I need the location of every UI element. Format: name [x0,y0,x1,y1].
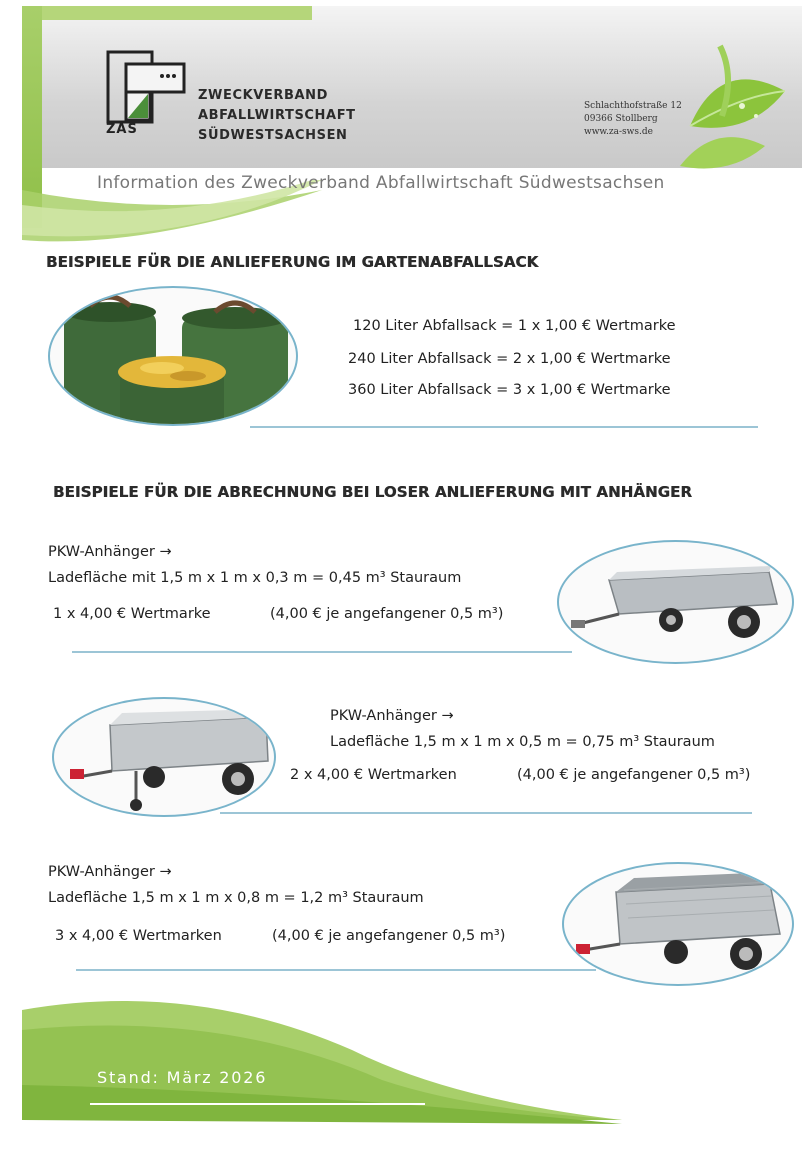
divider-trailer-1 [72,651,572,653]
trailer-1-price: 1 x 4,00 € Wertmarke [53,606,211,622]
address-street: Schlachthofstraße 12 [584,101,682,111]
leaf-decoration-icon [660,36,800,176]
trailer-2-heading: PKW-Anhänger → [330,708,454,724]
trailer-2-note: (4,00 € je angefangener 0,5 m³) [517,767,751,783]
organization-name [198,86,356,146]
trailer-2-image [52,697,276,817]
garden-bags-illustration [50,288,296,424]
trailer-1-illustration [559,542,792,662]
divider-trailer-2 [220,812,752,814]
trailer-3-note: (4,00 € je angefangener 0,5 m³) [272,928,506,944]
trailer-2-illustration [54,699,274,815]
bag-line-240: 240 Liter Abfallsack = 2 x 1,00 € Wertmarke [348,351,671,367]
divider-trailer-3 [76,969,596,971]
bag-line-120: 120 Liter Abfallsack = 1 x 1,00 € Wertmarke [353,318,676,334]
footer-green-wave [22,990,807,1130]
bag-line-360: 360 Liter Abfallsack = 3 x 1,00 € Wertmarke [348,382,671,398]
logo-text: ZAS [106,122,138,137]
trailer-3-illustration [564,864,792,984]
address-city: 09366 Stollberg [584,114,658,124]
footer-divider [90,1103,425,1105]
trailer-2-cargo: Ladefläche 1,5 m x 1 m x 0,5 m = 0,75 m³ Stauraum [330,734,715,750]
divider-bags [250,426,758,428]
address-website[interactable]: www.za-sws.de [584,127,653,137]
trailer-1-cargo: Ladefläche mit 1,5 m x 1 m x 0,3 m = 0,45 m³ Stauraum [48,570,462,586]
stand-date: Stand: März 2026 [97,1068,268,1087]
trailer-1-heading: PKW-Anhänger → [48,544,172,560]
header-swoosh [22,150,322,250]
org-line-1: ZWECKVERBAND [198,88,329,103]
trailer-3-heading: PKW-Anhänger → [48,864,172,880]
org-line-2: ABFALLWIRTSCHAFT [198,108,356,123]
info-line: Information des Zweckverband Abfallwirtschaft Südwestsachsen [97,173,665,193]
trailer-3-cargo: Ladefläche 1,5 m x 1 m x 0,8 m = 1,2 m³ Stauraum [48,890,424,906]
trailer-2-price: 2 x 4,00 € Wertmarken [290,767,457,783]
trailer-3-price: 3 x 4,00 € Wertmarken [55,928,222,944]
trailer-1-note: (4,00 € je angefangener 0,5 m³) [270,606,504,622]
section-bags-title: BEISPIELE FÜR DIE ANLIEFERUNG IM GARTENABFALLSACK [46,253,539,271]
org-line-3: SÜDWESTSACHSEN [198,128,348,143]
header-green-accent-top [22,6,312,20]
garden-bags-image [48,286,298,426]
trailer-1-image [557,540,794,664]
trailer-3-image [562,862,794,986]
section-trailer-title: BEISPIELE FÜR DIE ABRECHNUNG BEI LOSER ANLIEFERUNG MIT ANHÄNGER [53,483,693,501]
